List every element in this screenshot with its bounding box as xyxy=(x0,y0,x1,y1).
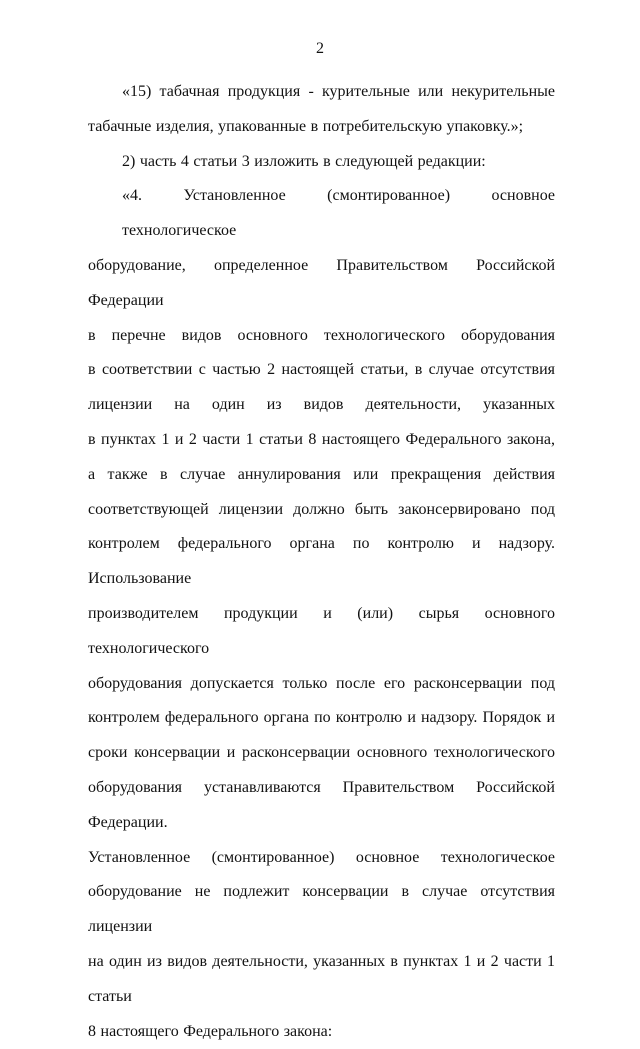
text-line: 8 настоящего Федерального закона: xyxy=(88,1022,333,1040)
paragraph-section-4 xyxy=(88,249,555,1049)
text-line: табачные изделия, упакованные в потребительскую упаковку.»; xyxy=(88,117,524,135)
text-line: а также в случае аннулирования или прекращения действия xyxy=(88,465,555,483)
text-line: производителем продукции и (или) сырья основного технологического xyxy=(88,604,555,657)
document-body xyxy=(88,75,555,1049)
text-line: «4. Установленное (смонтированное) основное технологическое xyxy=(122,187,555,240)
text-line: контролем федерального органа по контролю и надзору. Порядок и xyxy=(88,709,555,727)
text-line: в пунктах 1 и 2 части 1 статьи 8 настоящего Федерального закона, xyxy=(88,430,555,448)
page-number: 2 xyxy=(316,40,324,57)
text-line: соответствующей лицензии должно быть законсервировано под xyxy=(88,500,555,518)
text-line: оборудования допускается только после его расконсервации под xyxy=(88,674,555,692)
text-line: в перечне видов основного технологического оборудования xyxy=(88,326,555,344)
text-line: оборудование не подлежит консервации в случае отсутствия лицензии xyxy=(88,883,555,936)
paragraph-item-15 xyxy=(88,75,555,110)
paragraph-section-4-first xyxy=(88,179,555,249)
paragraph-item-15-cont xyxy=(88,110,555,145)
text-line: сроки консервации и расконсервации основного технологического xyxy=(88,744,555,762)
text-line: оборудования устанавливаются Правительством Российской Федерации. xyxy=(88,778,555,831)
text-line: оборудование, определенное Правительством Российской Федерации xyxy=(88,256,555,309)
text-line: 2) часть 4 статьи 3 изложить в следующей редакции: xyxy=(122,152,486,170)
text-line: лицензии на один из видов деятельности, указанных xyxy=(88,396,555,414)
text-line: «15) табачная продукция - курительные или некурительные xyxy=(122,83,555,100)
text-line: в соответствии с частью 2 настоящей статьи, в случае отсутствия xyxy=(88,361,555,379)
text-line: контролем федерального органа по контролю и надзору. Использование xyxy=(88,535,555,588)
text-line: на один из видов деятельности, указанных в пунктах 1 и 2 части 1 статьи xyxy=(88,952,555,1005)
paragraph-amendment-2 xyxy=(88,145,555,180)
text-line: Установленное (смонтированное) основное технологическое xyxy=(88,848,555,866)
